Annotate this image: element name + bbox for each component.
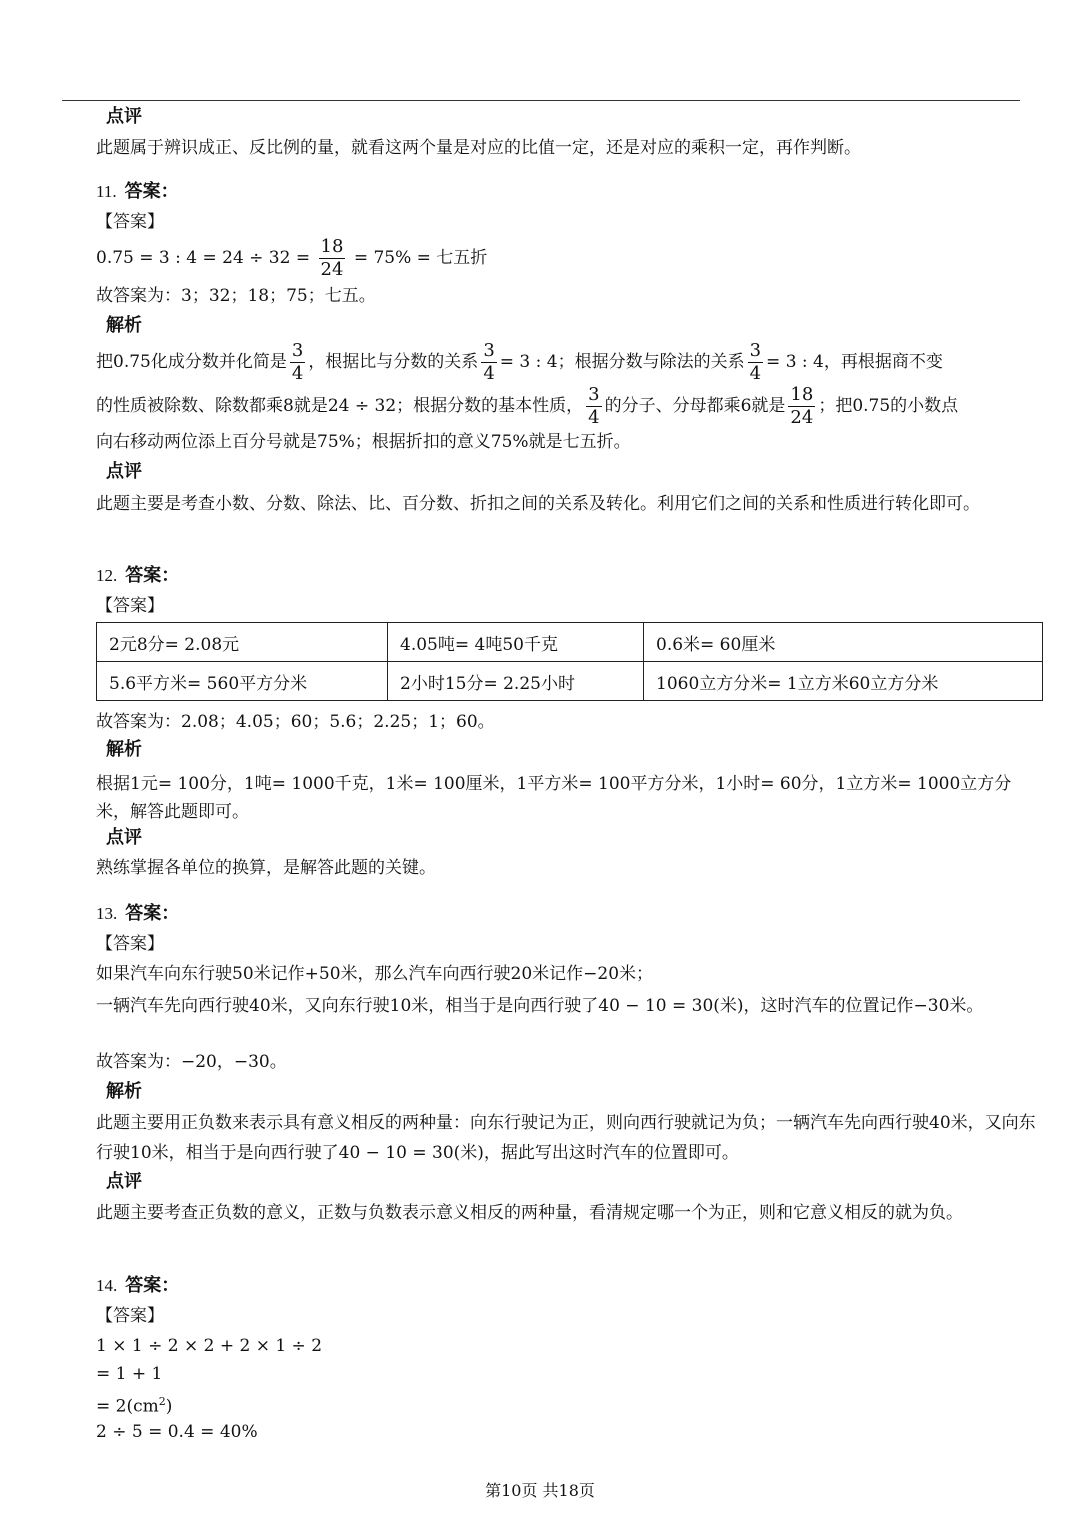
table-cell: 1060立方分米= 1立方米60立方分米	[644, 662, 1043, 701]
text-run: )	[165, 1396, 173, 1417]
q14-line3	[96, 1390, 1044, 1419]
denominator: 4	[588, 407, 600, 428]
text-run: 把0.75化成分数并化简是	[96, 352, 287, 372]
table-cell: 4.05吨= 4吨50千克	[388, 623, 644, 662]
table-cell: 2元8分= 2.08元	[97, 623, 388, 662]
denominator: 24	[790, 407, 814, 428]
q12-number: 12.	[96, 566, 118, 585]
table-cell: 2小时15分= 2.25小时	[388, 662, 644, 701]
q11-analysis-line1	[96, 340, 1044, 384]
q13-final: 故答案为：−20，−30。	[96, 1052, 287, 1072]
q11-analysis-line2	[96, 384, 1044, 428]
q11-eq-suffix: = 75% = 七五折	[353, 248, 488, 268]
q11-number: 11.	[96, 182, 117, 201]
q12-analysis-heading: 解析	[106, 739, 142, 760]
q11-answer-heading: 答案：	[124, 181, 179, 202]
q13-answer-tag: 【答案】	[96, 934, 164, 954]
fraction	[481, 342, 496, 383]
text-run: ；把0.75的小数点	[818, 396, 959, 416]
q14-line2: = 1 + 1	[96, 1364, 163, 1384]
table-row	[97, 662, 1043, 701]
q11-review-heading: 点评	[106, 461, 142, 482]
q12-analysis-text: 根据1元= 100分，1吨= 1000千克，1米= 100厘米，1平方米= 100平方分米，1小时= 60分，1立方米= 1000立方分米，解答此题即可。	[96, 774, 1012, 822]
review-heading: 点评	[106, 106, 142, 127]
q14-number: 14.	[96, 1276, 118, 1295]
numerator: 3	[291, 340, 304, 361]
page-footer: 第10页 共18页	[485, 1481, 595, 1500]
q13-title	[96, 902, 1044, 926]
q11-eq-fraction	[319, 238, 346, 279]
q11-equation	[96, 238, 1044, 279]
denominator: 24	[320, 259, 344, 280]
q11-eq-prefix: 0.75 = 3 : 4 = 24 ÷ 32 =	[96, 248, 311, 268]
fraction	[788, 386, 815, 427]
text-run: = 3 : 4；根据分数与除法的关系	[499, 352, 745, 372]
text-run: = 2(cm	[96, 1396, 159, 1417]
q12-review-heading: 点评	[106, 827, 142, 848]
q12-answer-tag: 【答案】	[96, 596, 164, 616]
q13-review-heading: 点评	[106, 1171, 142, 1192]
q13-answer-heading: 答案：	[125, 903, 180, 924]
text-run: 的性质被除数、除数都乘8就是24 ÷ 32；根据分数的基本性质，	[96, 396, 584, 416]
q11-analysis-heading: 解析	[106, 315, 142, 336]
fraction	[586, 386, 601, 427]
denominator: 4	[291, 363, 304, 384]
q13-number: 13.	[96, 904, 118, 923]
q12-title	[96, 564, 1044, 588]
table-cell: 0.6米= 60厘米	[644, 623, 1043, 662]
table-row	[97, 623, 1043, 662]
text-run: 的分子、分母都乘6就是	[604, 396, 786, 416]
q12-final: 故答案为：2.08；4.05；60；5.6；2.25；1；60。	[96, 712, 495, 732]
q14-answer-heading: 答案：	[125, 1275, 180, 1296]
text-run: ，根据比与分数的关系	[308, 352, 479, 372]
q12-review-text: 熟练掌握各单位的换算，是解答此题的关键。	[96, 858, 436, 878]
header-rule	[62, 100, 1020, 101]
q11-final: 故答案为：3；32；18；75；七五。	[96, 286, 376, 306]
q14-line4: 2 ÷ 5 = 0.4 = 40%	[96, 1422, 258, 1442]
numerator: 18	[320, 236, 344, 257]
fraction	[748, 342, 763, 383]
q13-line1: 如果汽车向东行驶50米记作+50米，那么汽车向西行驶20米记作−20米；	[96, 964, 654, 984]
q11-review-text: 此题主要是考查小数、分数、除法、比、百分数、折扣之间的关系及转化。利用它们之间的关系和性质进行转化即可。	[96, 494, 980, 514]
table-cell: 5.6平方米= 560平方分米	[97, 662, 388, 701]
fraction	[290, 342, 305, 383]
q11-analysis-line3: 向右移动两位添上百分号就是75%；根据折扣的意义75%就是七五折。	[96, 432, 631, 452]
q12-answer-heading: 答案：	[125, 565, 180, 586]
q13-analysis-heading: 解析	[106, 1081, 142, 1102]
superscript: 2	[158, 1395, 166, 1408]
numerator: 3	[749, 340, 762, 361]
q13-line2: 一辆汽车先向西行驶40米，又向东行驶10米，相当于是向西行驶了40 − 10 = 30(米)，这时汽车的位置记作−30米。	[96, 996, 984, 1016]
numerator: 3	[588, 384, 600, 405]
review-text: 此题属于辨识成正、反比例的量，就看这两个量是对应的比值一定，还是对应的乘积一定，再作判断。	[96, 138, 861, 158]
q11-answer-tag: 【答案】	[96, 212, 164, 232]
denominator: 4	[483, 363, 495, 384]
text-run: = 3 : 4，再根据商不变	[766, 352, 943, 372]
q14-title	[96, 1274, 1044, 1298]
denominator: 4	[749, 363, 762, 384]
q12-conversion-table	[96, 622, 1043, 701]
q14-line1: 1 × 1 ÷ 2 × 2 + 2 × 1 ÷ 2	[96, 1336, 323, 1356]
q11-title	[96, 180, 1044, 204]
numerator: 3	[483, 340, 495, 361]
q14-answer-tag: 【答案】	[96, 1306, 164, 1326]
q13-review-text: 此题主要考查正负数的意义，正数与负数表示意义相反的两种量，看清规定哪一个为正，则和它意义相反的就为负。	[96, 1203, 963, 1223]
q13-analysis-text: 此题主要用正负数来表示具有意义相反的两种量：向东行驶记为正，则向西行驶就记为负；一辆汽车先向西行驶40米，又向东行驶10米，相当于是向西行驶了40 − 10 = 30(米)，据此写出这时汽车的位置即可。	[96, 1113, 1036, 1163]
numerator: 18	[790, 384, 814, 405]
